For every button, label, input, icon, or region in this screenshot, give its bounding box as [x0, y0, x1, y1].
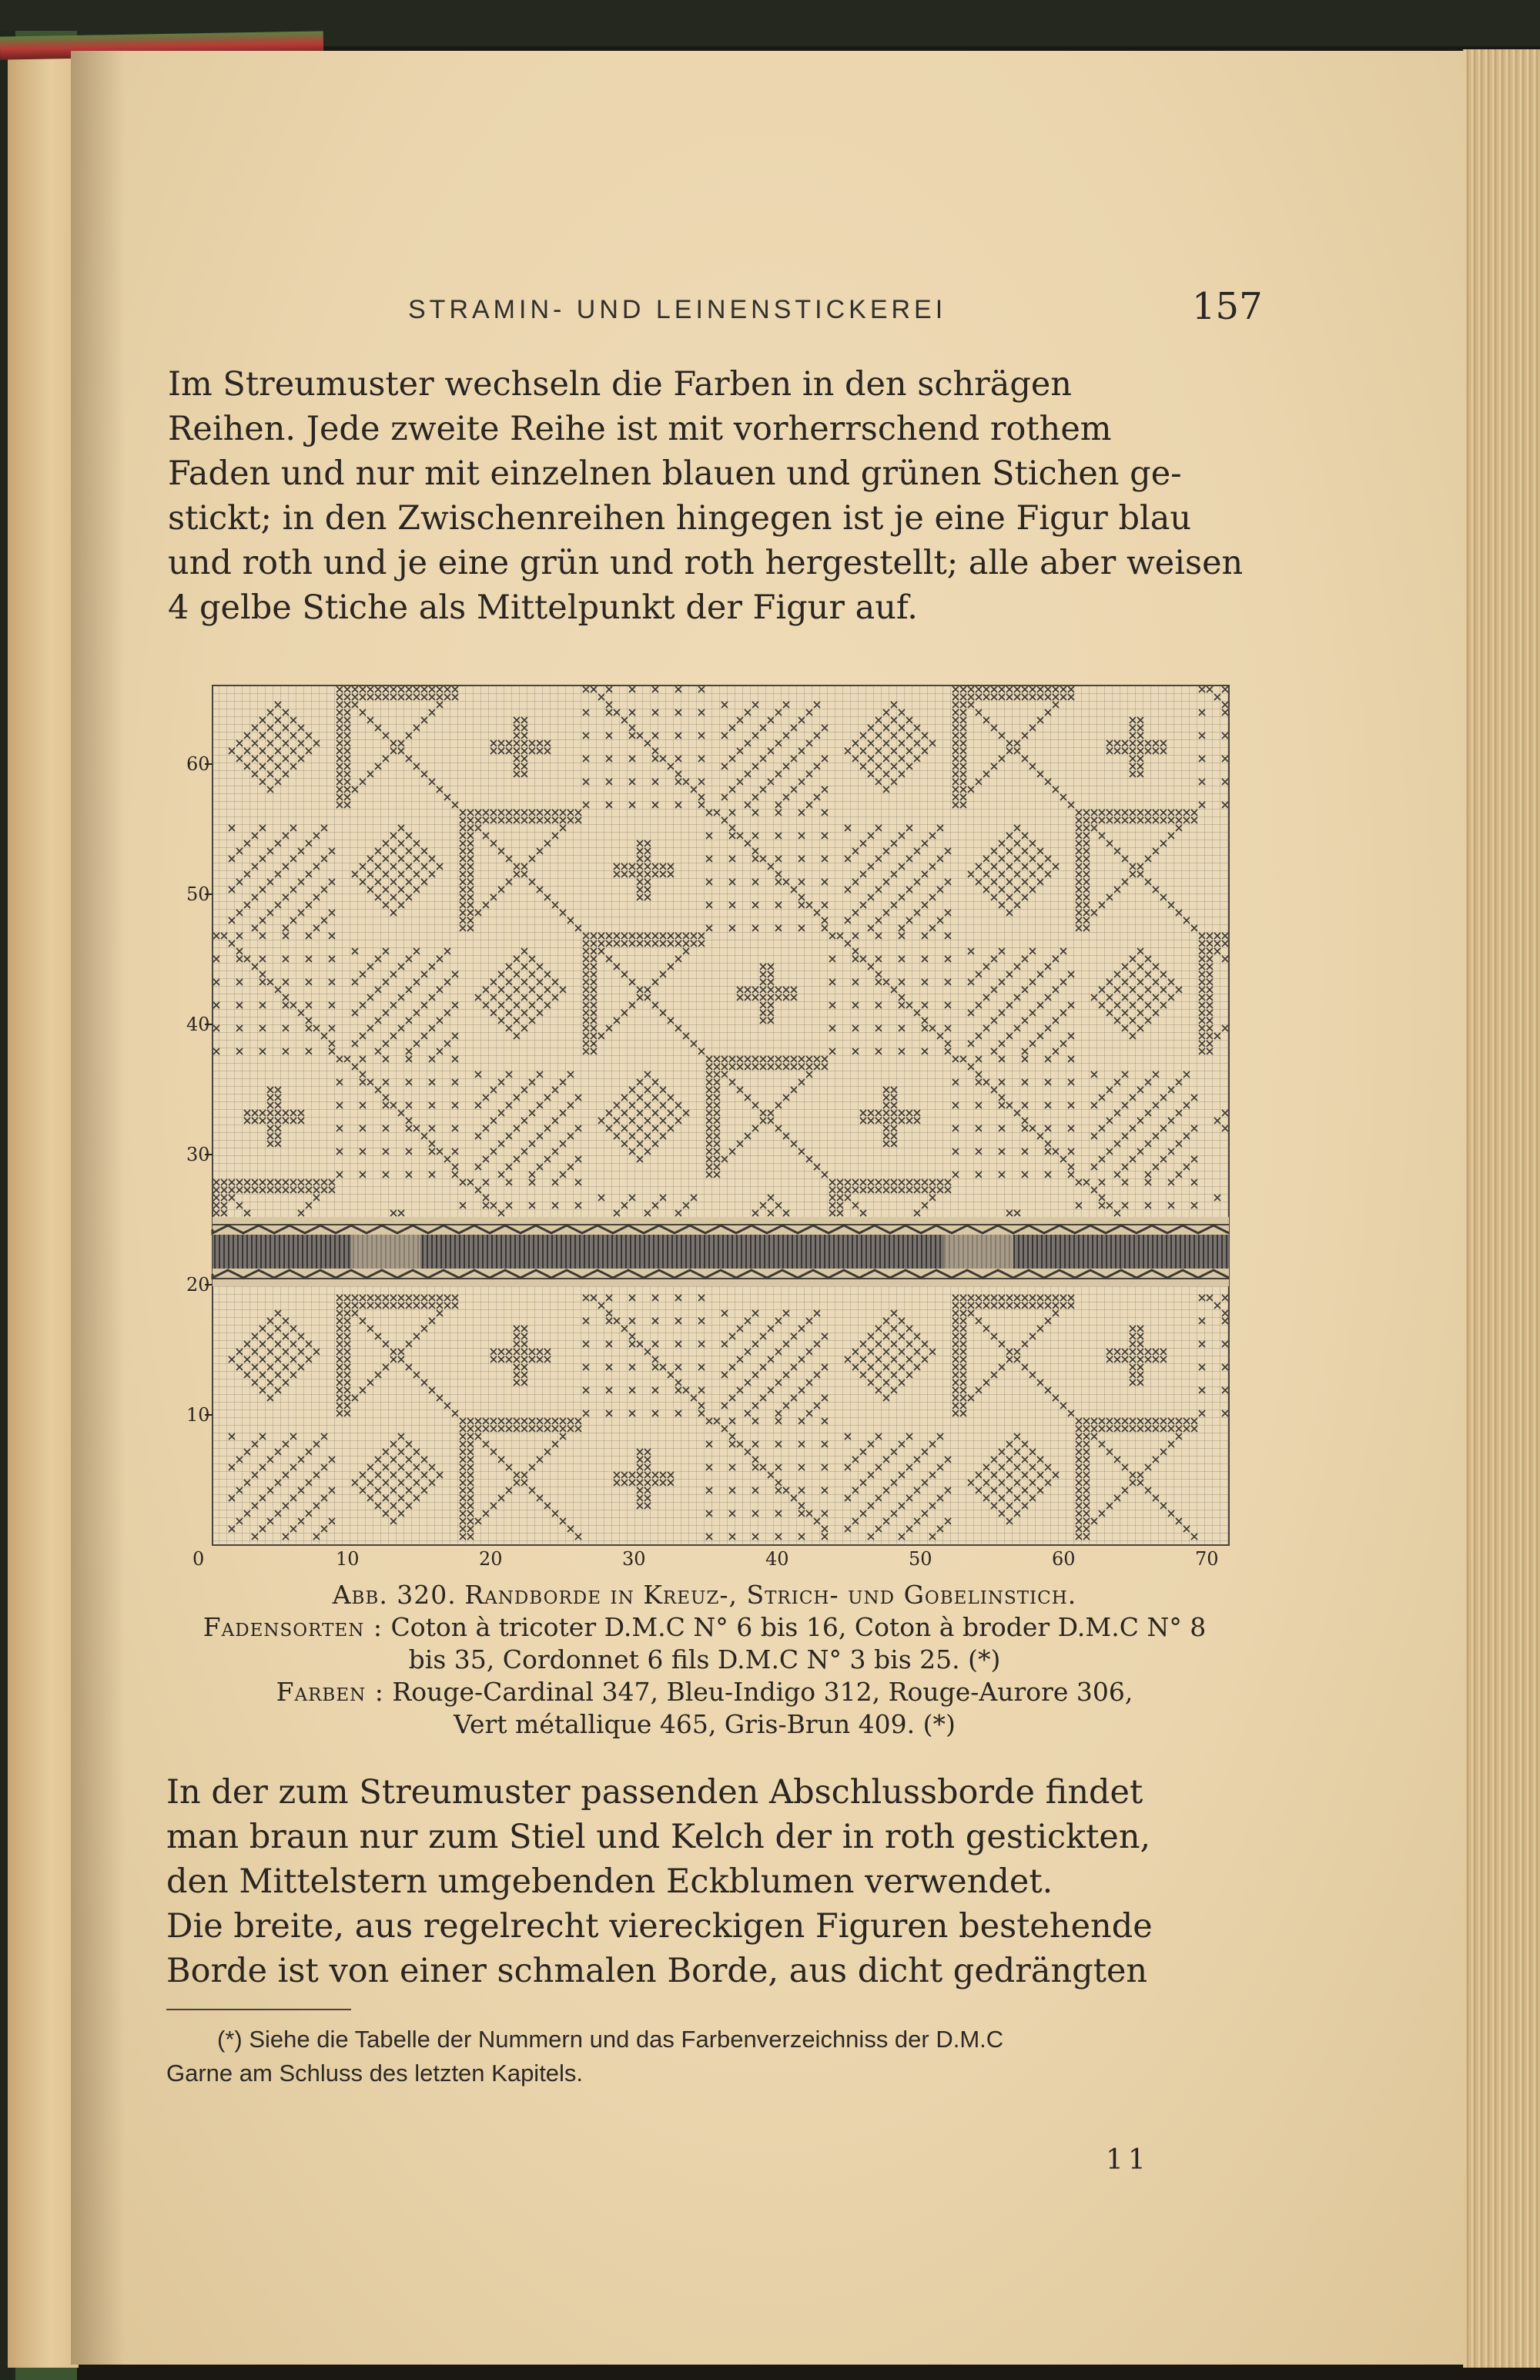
y-axis — [186, 753, 213, 1426]
caption-colors-line1: Rouge-Cardinal 347, Bleu-Indigo 312, Rouge-Aurore 306, — [392, 1677, 1133, 1707]
y-tick-label: 50 — [186, 883, 210, 905]
text-line: stickt; in den Zwischenreihen hingegen ist je eine Figur blau — [168, 499, 1192, 538]
text-line: Die breite, aus regelrecht viereckigen Figuren bestehende — [166, 1907, 1153, 1946]
caption-title-text: Randborde in Kreuz-, Strich- und Gobelinstich. — [464, 1580, 1077, 1610]
y-tick-label: 20 — [186, 1274, 210, 1296]
paragraph-abschlussborde — [166, 1770, 1244, 1904]
footnote — [166, 2023, 1244, 2090]
cross-stitch-chart — [172, 678, 1243, 1570]
text-line: 4 gelbe Stiche als Mittelpunkt der Figur auf. — [168, 588, 918, 627]
text-line: den Mittelstern umgebenden Eckblumen verwendet. — [166, 1862, 1053, 1901]
footnote-line: Garne am Schluss des letzten Kapitels. — [166, 2060, 584, 2087]
signature-mark: 11 — [1106, 2144, 1150, 2176]
x-tick-label: 40 — [765, 1548, 789, 1570]
text-line: man braun nur zum Stiel und Kelch der in roth gestickten, — [166, 1818, 1151, 1856]
y-tick-label: 40 — [186, 1014, 210, 1035]
text-line: Im Streumuster wechseln die Farben in den schrägen — [168, 365, 1072, 404]
caption-threads-line2: bis 35, Cordonnet 6 fils D.M.C N° 3 bis 25. (*) — [408, 1644, 1001, 1674]
y-tick-label: 60 — [186, 753, 210, 775]
y-tick-label: 30 — [186, 1144, 210, 1165]
x-tick-label: 0 — [192, 1548, 205, 1570]
page-number: 157 — [1192, 285, 1263, 328]
x-tick-label: 10 — [336, 1548, 360, 1570]
figure-caption — [162, 1579, 1247, 1741]
embroidery-chart-figure — [172, 678, 1243, 1570]
caption-threads — [162, 1611, 1247, 1644]
x-tick-label: 50 — [909, 1548, 932, 1570]
caption-colors-line2: Vert métallique 465, Gris-Brun 409. (*) — [454, 1709, 956, 1739]
caption-colors — [162, 1676, 1247, 1708]
text-line: Borde ist von einer schmalen Borde, aus dicht gedrängten — [166, 1952, 1148, 1990]
page-fore-edge — [1463, 49, 1540, 2368]
y-tick-label: 10 — [186, 1404, 210, 1426]
x-tick-label: 30 — [622, 1548, 646, 1570]
paragraph-breite-borde — [166, 1904, 1244, 1993]
running-head: STRAMIN- UND LEINENSTICKEREI — [408, 295, 947, 324]
caption-threads-line1: Coton à tricoter D.M.C N° 6 bis 16, Coton à broder D.M.C N° 8 — [390, 1612, 1207, 1642]
x-tick-label: 70 — [1195, 1548, 1219, 1570]
x-axis — [192, 1548, 1219, 1570]
caption-threads-label: Fadensorten : — [203, 1612, 383, 1642]
caption-abb: Abb. 320. — [332, 1580, 457, 1610]
caption-title — [162, 1579, 1247, 1611]
page-gutter-shadow — [71, 51, 125, 2365]
text-line: Reihen. Jede zweite Reihe ist mit vorherrschend rothem — [168, 410, 1112, 448]
x-tick-label: 20 — [479, 1548, 503, 1570]
text-line: und roth und je eine grün und roth hergestellt; alle aber weisen — [168, 544, 1244, 582]
text-line: Faden und nur mit einzelnen blauen und grünen Stichen ge- — [168, 454, 1182, 493]
text-line: In der zum Streumuster passenden Abschlussborde findet — [166, 1773, 1143, 1812]
footnote-rule — [166, 2009, 351, 2010]
caption-colors-label: Farben : — [276, 1677, 384, 1707]
previous-page-edge — [8, 49, 79, 2368]
footnote-line: (*) Siehe die Tabelle der Nummern und das Farbenverzeichniss der D.M.C — [217, 2026, 1004, 2053]
paragraph-streumuster — [168, 362, 1250, 630]
x-tick-label: 60 — [1052, 1548, 1076, 1570]
